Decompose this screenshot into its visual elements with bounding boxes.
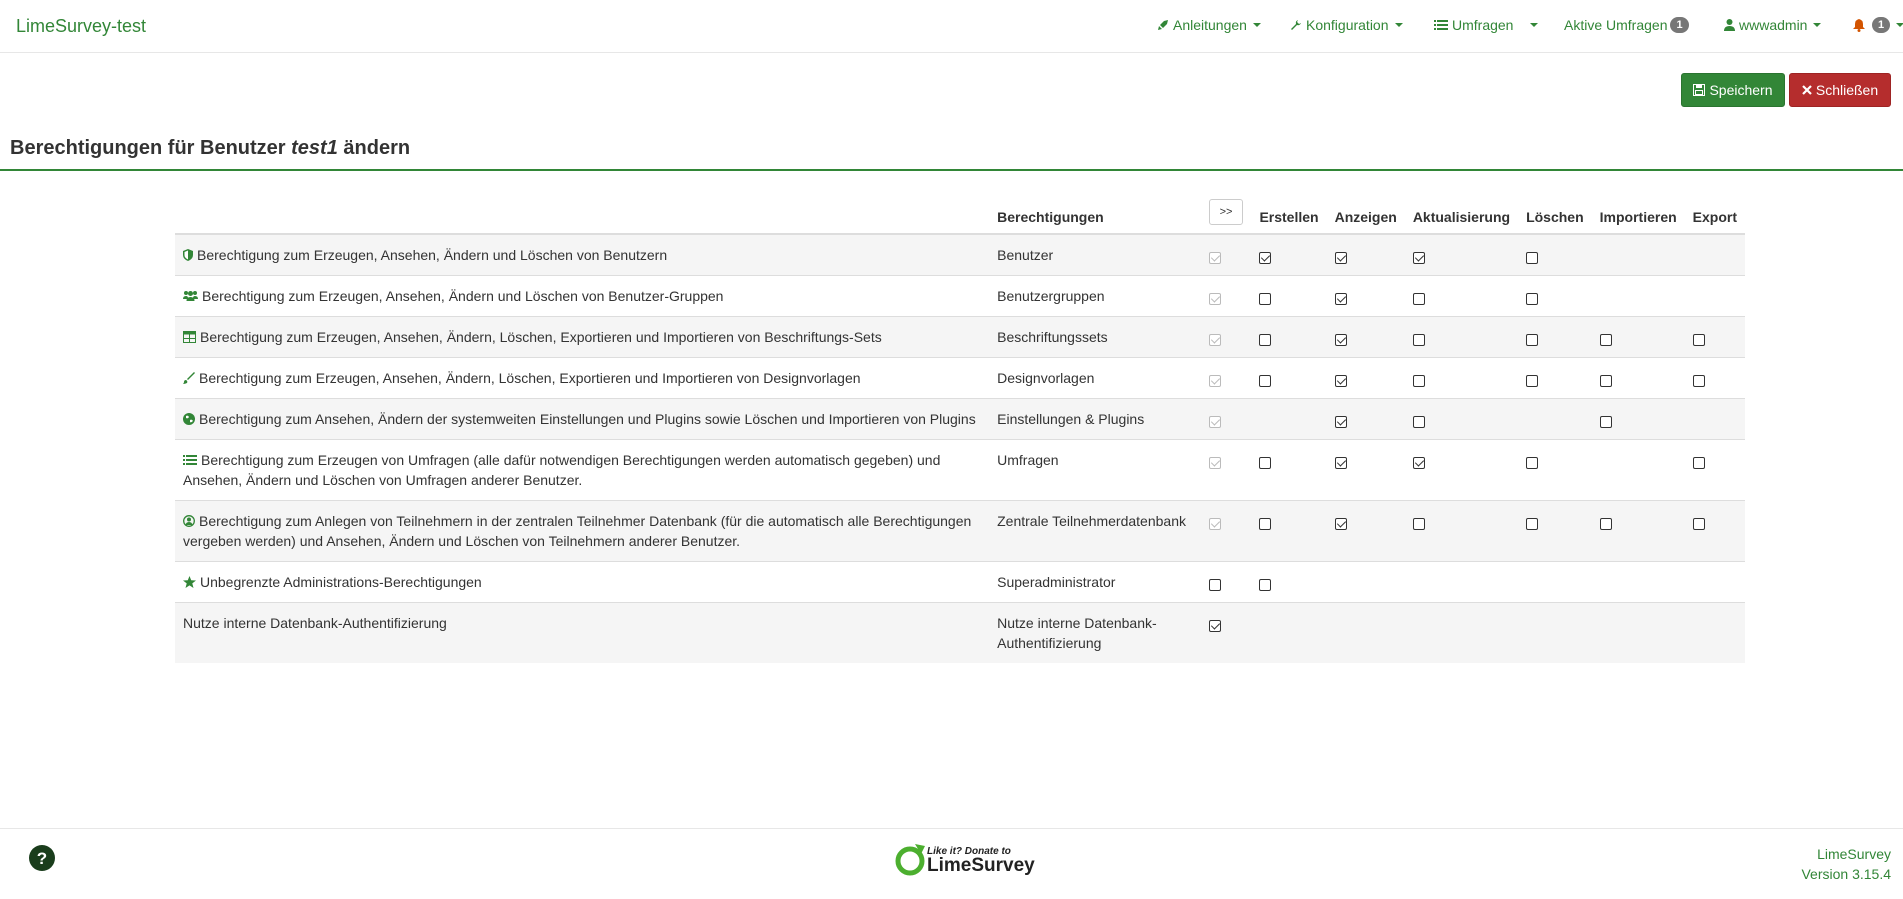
svg-text:?: ?: [36, 849, 48, 868]
create-checkbox[interactable]: [1259, 375, 1271, 387]
update-checkbox[interactable]: [1413, 375, 1425, 387]
page-title-username: test1: [291, 137, 338, 159]
export-checkbox[interactable]: [1693, 334, 1705, 346]
globe-icon: [183, 413, 195, 425]
export-checkbox[interactable]: [1693, 375, 1705, 387]
top-navbar: [0, 0, 1903, 53]
read-checkbox[interactable]: [1335, 457, 1347, 469]
table-header-row: [175, 198, 1745, 234]
import-checkbox[interactable]: [1600, 334, 1612, 346]
permission-description: Berechtigung zum Erzeugen, Ansehen, Ändern, Löschen, Exportieren und Importieren von Designvorlagen: [199, 370, 861, 386]
close-button-label: Schließen: [1815, 82, 1879, 98]
permission-name: Superadministrator: [989, 562, 1200, 603]
permission-description: Unbegrenzte Administrations-Berechtigungen: [200, 574, 482, 590]
close-button[interactable]: [1789, 73, 1891, 107]
row-toggle-checkbox: [1209, 334, 1221, 346]
create-checkbox[interactable]: [1259, 252, 1271, 264]
table-icon: [183, 331, 196, 343]
nav-configuration-label: Konfiguration: [1306, 17, 1389, 33]
permission-name: Umfragen: [989, 440, 1200, 501]
delete-checkbox[interactable]: [1526, 375, 1538, 387]
export-checkbox[interactable]: [1693, 518, 1705, 530]
table-row: [175, 234, 1745, 276]
table-row: [175, 603, 1745, 664]
table-row: [175, 276, 1745, 317]
nav-user-menu[interactable]: [1724, 17, 1821, 33]
row-toggle-checkbox: [1209, 457, 1221, 469]
table-row: [175, 562, 1745, 603]
header-import: Importieren: [1592, 198, 1685, 234]
chevron-down-icon: [1530, 23, 1538, 27]
permission-name: Benutzergruppen: [989, 276, 1200, 317]
header-update: Aktualisierung: [1405, 198, 1518, 234]
permission-description: Berechtigung zum Erzeugen, Ansehen, Ändern und Löschen von Benutzern: [197, 247, 668, 263]
row-toggle-checkbox: [1209, 375, 1221, 387]
floppy-disk-icon: [1693, 84, 1705, 96]
create-checkbox[interactable]: [1259, 457, 1271, 469]
donate-top-text: Like it? Donate to: [927, 846, 1011, 857]
read-checkbox[interactable]: [1335, 293, 1347, 305]
read-checkbox[interactable]: [1335, 334, 1347, 346]
save-button-label: Speichern: [1709, 82, 1773, 98]
chevron-down-icon: [1395, 23, 1403, 27]
permission-description: Nutze interne Datenbank-Authentifizierung: [183, 615, 447, 631]
nav-active-surveys-label: Aktive Umfragen: [1564, 17, 1668, 33]
nav-tutorials-label: Anleitungen: [1173, 17, 1247, 33]
notifications-badge: 1: [1872, 17, 1890, 33]
read-checkbox[interactable]: [1335, 518, 1347, 530]
update-checkbox[interactable]: [1413, 457, 1425, 469]
toggle-all-button[interactable]: >>: [1209, 199, 1244, 225]
header-export: Export: [1685, 198, 1745, 234]
table-row: [175, 317, 1745, 358]
donate-link[interactable]: [895, 842, 1035, 876]
delete-checkbox[interactable]: [1526, 293, 1538, 305]
list-icon: [1434, 19, 1448, 31]
active-surveys-badge: 1: [1670, 17, 1688, 33]
permission-description: Berechtigung zum Ansehen, Ändern der systemweiten Einstellungen und Plugins sowie Löschen und Importieren von Plugins: [199, 411, 976, 427]
close-icon: [1802, 85, 1812, 95]
table-row: [175, 358, 1745, 399]
help-icon[interactable]: [29, 845, 55, 874]
wrench-icon: [1290, 19, 1302, 31]
create-checkbox[interactable]: [1259, 518, 1271, 530]
read-checkbox[interactable]: [1335, 252, 1347, 264]
header-permission: Berechtigungen: [989, 198, 1200, 234]
nav-surveys[interactable]: [1434, 17, 1513, 33]
row-toggle-checkbox[interactable]: [1209, 620, 1221, 632]
update-checkbox[interactable]: [1413, 252, 1425, 264]
update-checkbox[interactable]: [1413, 416, 1425, 428]
user-icon: [1724, 19, 1735, 31]
create-checkbox[interactable]: [1259, 579, 1271, 591]
chevron-down-icon: [1896, 23, 1903, 27]
nav-active-surveys[interactable]: [1564, 17, 1689, 33]
list-icon: [183, 454, 197, 466]
table-row: [175, 399, 1745, 440]
permission-name: Beschriftungssets: [989, 317, 1200, 358]
brand-link[interactable]: LimeSurvey-test: [16, 16, 147, 36]
nav-surveys-dropdown-toggle[interactable]: [1530, 23, 1538, 27]
user-circle-icon: [183, 515, 195, 527]
donate-main-text: LimeSurvey: [927, 855, 1035, 876]
chevron-down-icon: [1253, 23, 1261, 27]
row-toggle-checkbox: [1209, 252, 1221, 264]
nav-configuration[interactable]: [1290, 17, 1403, 33]
header-read: Anzeigen: [1327, 198, 1405, 234]
header-delete: Löschen: [1518, 198, 1592, 234]
product-link[interactable]: LimeSurvey: [1817, 846, 1891, 862]
permission-name: Nutze interne Datenbank-Authentifizierung: [989, 603, 1200, 664]
header-create: Erstellen: [1251, 198, 1326, 234]
version-info: [1801, 844, 1891, 884]
header-description: [175, 198, 989, 234]
permission-description: Berechtigung zum Erzeugen, Ansehen, Ändern und Löschen von Benutzer-Gruppen: [202, 288, 724, 304]
row-toggle-checkbox: [1209, 293, 1221, 305]
row-toggle-checkbox: [1209, 416, 1221, 428]
row-toggle-checkbox[interactable]: [1209, 579, 1221, 591]
row-toggle-checkbox: [1209, 518, 1221, 530]
delete-checkbox[interactable]: [1526, 334, 1538, 346]
create-checkbox[interactable]: [1259, 334, 1271, 346]
save-button[interactable]: [1681, 73, 1785, 107]
permission-name: Zentrale Teilnehmerdatenbank: [989, 501, 1200, 562]
nav-notifications[interactable]: [1853, 17, 1903, 33]
permission-name: Benutzer: [989, 234, 1200, 276]
version-text: Version 3.15.4: [1801, 866, 1891, 882]
import-checkbox[interactable]: [1600, 375, 1612, 387]
update-checkbox[interactable]: [1413, 293, 1425, 305]
page-title: Berechtigungen für Benutzer test1 ändern: [10, 137, 411, 159]
bell-icon: [1853, 19, 1865, 32]
permission-description: Berechtigung zum Erzeugen, Ansehen, Ändern, Löschen, Exportieren und Importieren von Beschriftungs-Sets: [200, 329, 882, 345]
star-icon: [183, 576, 196, 588]
permission-description: Berechtigung zum Erzeugen von Umfragen (alle dafür notwendigen Berechtigungen werden automatisch gegeben) und Ansehen, Ändern und Löschen von Umfragen anderer Benutzer.: [183, 452, 941, 488]
rocket-icon: [1157, 19, 1169, 31]
table-row: [175, 501, 1745, 562]
import-checkbox[interactable]: [1600, 518, 1612, 530]
permission-name: Einstellungen & Plugins: [989, 399, 1200, 440]
delete-checkbox[interactable]: [1526, 252, 1538, 264]
create-checkbox[interactable]: [1259, 293, 1271, 305]
permission-description: Berechtigung zum Anlegen von Teilnehmern in der zentralen Teilnehmer Datenbank (für die automatisch alle Berechtigungen vergeben werden) und Ansehen, Ändern und Löschen von Teilnehmern anderer Benutzer.: [183, 513, 972, 549]
limesurvey-logo-icon: [895, 842, 927, 876]
title-divider: [0, 169, 1903, 171]
import-checkbox[interactable]: [1600, 416, 1612, 428]
users-icon: [183, 290, 198, 302]
shield-icon: [183, 249, 193, 261]
table-row: [175, 440, 1745, 501]
delete-checkbox[interactable]: [1526, 518, 1538, 530]
export-checkbox[interactable]: [1693, 457, 1705, 469]
update-checkbox[interactable]: [1413, 518, 1425, 530]
read-checkbox[interactable]: [1335, 416, 1347, 428]
delete-checkbox[interactable]: [1526, 457, 1538, 469]
nav-surveys-label: Umfragen: [1452, 17, 1514, 33]
permission-name: Designvorlagen: [989, 358, 1200, 399]
chevron-down-icon: [1813, 23, 1821, 27]
read-checkbox[interactable]: [1335, 375, 1347, 387]
brush-icon: [183, 372, 195, 384]
header-toggle: [1201, 198, 1252, 234]
update-checkbox[interactable]: [1413, 334, 1425, 346]
permissions-table: [175, 198, 1745, 663]
nav-user-label: wwwadmin: [1739, 17, 1808, 33]
nav-tutorials[interactable]: [1157, 17, 1261, 33]
